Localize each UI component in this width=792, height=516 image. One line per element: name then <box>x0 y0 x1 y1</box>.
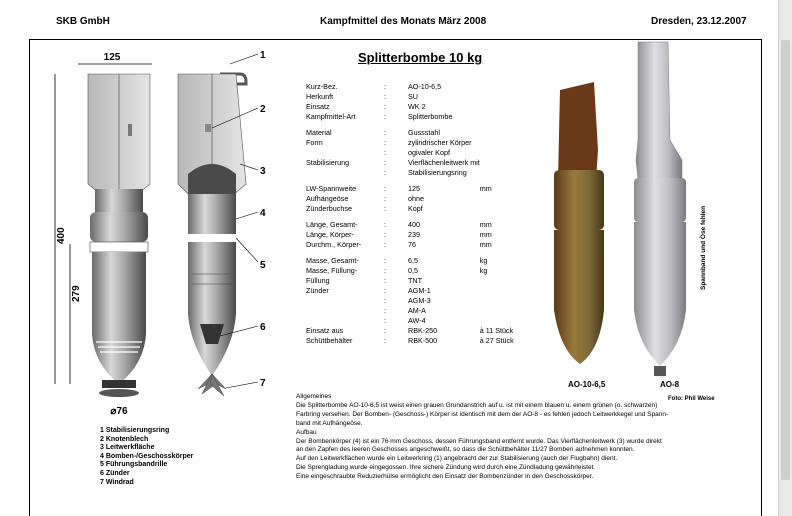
text-line: Aufbau <box>296 428 317 436</box>
text-line: Auf den Leitwerkflächen wurde ein Leitwerkring (1) angebracht der zur Stabilisierung (auch der Flugbahn) dient. <box>296 455 618 463</box>
dim-width-label: 125 <box>103 52 121 63</box>
spec-row <box>306 102 520 112</box>
callout-2: 2 <box>260 104 266 115</box>
spec-unit <box>480 168 520 178</box>
spec-unit <box>480 296 520 306</box>
spec-colon: : <box>384 256 386 265</box>
spec-colon: : <box>384 148 386 157</box>
spec-colon: : <box>384 184 386 193</box>
spec-value: ohne <box>408 194 424 203</box>
spec-colon: : <box>384 92 386 101</box>
spec-row <box>306 286 520 296</box>
spec-unit <box>480 92 520 102</box>
spec-unit <box>480 128 520 138</box>
spec-unit: mm <box>479 184 492 193</box>
spec-value: WK 2 <box>408 102 426 111</box>
spec-row <box>306 82 520 92</box>
spec-key: Schüttbehälter <box>306 336 353 345</box>
spec-row <box>306 326 520 336</box>
spec-table <box>306 82 520 346</box>
spec-key <box>306 168 384 178</box>
spec-value: Stabilisierungsring <box>408 168 467 177</box>
spec-row <box>306 112 520 122</box>
spec-value: Splitterbombe <box>408 112 453 121</box>
spec-value: 6,5 <box>408 256 418 265</box>
dim-total-label: 400 <box>56 227 67 244</box>
spec-value: 400 <box>408 220 420 229</box>
spec-row <box>306 316 520 326</box>
header-company: SKB GmbH <box>56 16 110 27</box>
spec-unit <box>480 306 520 316</box>
spec-key: Masse, Gesamt- <box>306 256 359 265</box>
spec-key: Einsatz aus <box>306 326 344 335</box>
spec-unit <box>480 112 520 122</box>
spec-value: 76 <box>408 240 416 249</box>
spec-row <box>306 266 520 276</box>
spec-colon: : <box>384 102 386 111</box>
spec-key: Zünderbuchse <box>306 204 352 213</box>
header-title: Kampfmittel des Monats März 2008 <box>320 16 487 27</box>
spec-colon: : <box>384 204 386 213</box>
spec-value: 239 <box>408 230 420 239</box>
callout-4: 4 <box>260 208 266 219</box>
spec-row <box>306 296 520 306</box>
spec-value: AGM-1 <box>408 286 431 295</box>
callout-3: 3 <box>260 166 266 177</box>
spec-value: AW-4 <box>408 316 426 325</box>
spec-row <box>306 256 520 266</box>
text-line: Der Bombenkörper (4) ist ein 76 mm Geschoss, dessen Führungsband entfernt wurde. Das Vierflächenleitwerk (3) wurde direkt <box>296 437 662 445</box>
spec-value: ogivaler Kopf <box>408 148 450 157</box>
photo-label-ao-10: AO-10-6,5 <box>568 380 606 389</box>
spec-value: RBK-250 <box>408 326 438 335</box>
spec-value: AM-A <box>408 306 426 315</box>
spec-key <box>306 316 384 326</box>
spec-value: TNT <box>408 276 422 285</box>
spec-unit <box>480 158 520 168</box>
spec-colon: : <box>384 82 386 91</box>
scrollbar-thumb[interactable] <box>781 40 790 480</box>
spec-colon: : <box>384 316 386 325</box>
spec-colon: : <box>384 296 386 305</box>
callout-5: 5 <box>260 260 266 271</box>
spec-key <box>306 296 384 306</box>
spec-row <box>306 240 520 250</box>
legend-item: 2 Knotenblech <box>100 435 149 443</box>
spec-row <box>306 92 520 102</box>
spec-unit: kg <box>479 266 488 275</box>
spec-key: Durchm., Körper- <box>306 240 362 249</box>
text-line: Allgemeines <box>296 393 332 400</box>
spec-unit <box>480 148 520 158</box>
document-title: Splitterbombe 10 kg <box>358 50 483 65</box>
spec-key: Zünder <box>306 286 329 295</box>
spec-unit <box>480 276 520 286</box>
spec-unit <box>480 102 520 112</box>
spec-unit <box>480 194 520 204</box>
bomb-photo <box>540 40 720 396</box>
spec-unit <box>480 316 520 326</box>
spec-colon: : <box>384 128 386 137</box>
spec-value: Kopf <box>408 204 423 213</box>
text-line: Die Splitterbombe AO-10-6,5 ist weist einen grauen Grundanstrich auf u. ist mit einem blauen u. einem grünen (o. schwarzen) <box>296 401 658 409</box>
legend-item: 4 Bomben-/Geschosskörper <box>100 452 194 460</box>
callout-6: 6 <box>260 322 266 333</box>
spec-row <box>306 128 520 138</box>
spec-value: Gussstahl <box>408 128 440 137</box>
spec-row <box>306 148 520 158</box>
legend-item: 1 Stabilisierungsring <box>100 427 170 434</box>
legend-item: 3 Leitwerkfläche <box>100 444 155 452</box>
spec-row <box>306 230 520 240</box>
spec-key <box>306 148 384 158</box>
spec-key: Herkunft <box>306 92 334 101</box>
spec-colon: : <box>384 138 386 147</box>
spec-unit <box>480 82 520 92</box>
legend-item: 7 Windrad <box>100 478 134 486</box>
spec-key: Länge, Körper- <box>306 230 354 239</box>
parts-legend <box>100 427 193 487</box>
spec-row <box>306 184 520 194</box>
spec-row <box>306 138 520 148</box>
header-date: Dresden, 23.12.2007 <box>651 16 747 27</box>
photo-label-ao-8: AO-8 <box>660 380 680 389</box>
spec-colon: : <box>384 240 386 249</box>
spec-colon: : <box>384 220 386 229</box>
spec-unit: à 27 Stück <box>479 336 514 345</box>
spec-unit <box>480 286 520 296</box>
spec-key: Stabilisierung <box>306 158 350 167</box>
vertical-scrollbar[interactable] <box>778 0 792 516</box>
dim-diameter-label: ⌀76 <box>110 406 128 417</box>
spec-key: Form <box>306 138 323 147</box>
callout-7: 7 <box>260 378 266 389</box>
description-text <box>296 393 756 482</box>
spec-row <box>306 336 520 346</box>
callout-1: 1 <box>260 50 266 61</box>
spec-key: Füllung <box>306 276 330 285</box>
spec-unit: mm <box>479 230 492 239</box>
bomb-technical-drawing <box>40 44 280 444</box>
spec-key: Einsatz <box>306 102 330 111</box>
text-line: an den Zapfen des leeren Geschosses angeschweißt, so dass die Schüttbehälter 11/27 Bomben aufnehmen konnten. <box>296 446 635 454</box>
spec-key: Material <box>306 128 332 137</box>
spec-colon: : <box>384 168 386 177</box>
spec-colon: : <box>384 266 386 275</box>
spec-key: Aufhängeöse <box>306 194 349 203</box>
bomb-cutaway-view <box>178 50 266 396</box>
legend-item: 5 Führungsbandrille <box>100 461 168 469</box>
spec-unit <box>480 204 520 214</box>
spec-key: Kampfmittel-Art <box>306 112 356 121</box>
spec-value: 0,5 <box>408 266 418 275</box>
spec-colon: : <box>384 286 386 295</box>
spec-value: RBK-500 <box>408 336 438 345</box>
spec-colon: : <box>384 230 386 239</box>
text-line: Die Sprengladung wurde eingegossen. Ihre sichere Zündung wird durch eine Zündladung gewährleistet. <box>296 464 596 472</box>
photo-credit: Foto: Phil Weise <box>668 396 715 402</box>
spec-row <box>306 158 520 168</box>
legend-item: 6 Zünder <box>100 469 130 477</box>
spec-unit: mm <box>479 220 492 229</box>
spec-colon: : <box>384 336 386 345</box>
spec-row <box>306 276 520 286</box>
spec-row <box>306 220 520 230</box>
spec-value: 125 <box>408 184 420 193</box>
spec-colon: : <box>384 194 386 203</box>
spec-value: AO-10-6,5 <box>408 82 442 91</box>
spec-unit <box>480 138 520 148</box>
spec-key: LW-Spannweite <box>306 184 357 193</box>
spec-value: zylindrischer Körper <box>408 138 472 147</box>
spec-colon: : <box>384 112 386 121</box>
spec-colon: : <box>384 158 386 167</box>
text-line: band mit Aufhängeöse. <box>296 419 363 427</box>
spec-row <box>306 204 520 214</box>
spec-row <box>306 168 520 178</box>
spec-value: Vierflächenleitwerk mit <box>408 158 480 167</box>
spec-row <box>306 194 520 204</box>
spec-unit: mm <box>479 240 492 249</box>
spec-key <box>306 306 384 316</box>
spec-key: Kurz-Bez. <box>306 82 338 91</box>
spec-unit: kg <box>479 256 488 265</box>
bomb-side-view <box>88 74 150 417</box>
spec-colon: : <box>384 326 386 335</box>
spec-value: AGM-3 <box>408 296 431 305</box>
dim-body-label: 279 <box>71 285 82 302</box>
spec-row <box>306 306 520 316</box>
spec-key: Länge, Gesamt- <box>306 220 358 229</box>
text-line: Eine eingeschraubte Reduzierhülse ermöglicht den Einsatz der Bombenzünder in den Geschosskörper. <box>296 473 594 481</box>
spec-colon: : <box>384 276 386 285</box>
photo-side-note: Spannband und Öse fehlen <box>700 205 707 290</box>
spec-unit: à 11 Stück <box>479 326 514 335</box>
spec-value: SU <box>408 92 418 101</box>
spec-key: Masse, Füllung- <box>306 266 358 275</box>
text-line: Farbring versehen. Der Bomben- (Geschoss-) Körper ist identisch mit dem der AO-8 - es fehlen jedoch Leitwerkkegel und Spann- <box>296 410 669 418</box>
spec-colon: : <box>384 306 386 315</box>
